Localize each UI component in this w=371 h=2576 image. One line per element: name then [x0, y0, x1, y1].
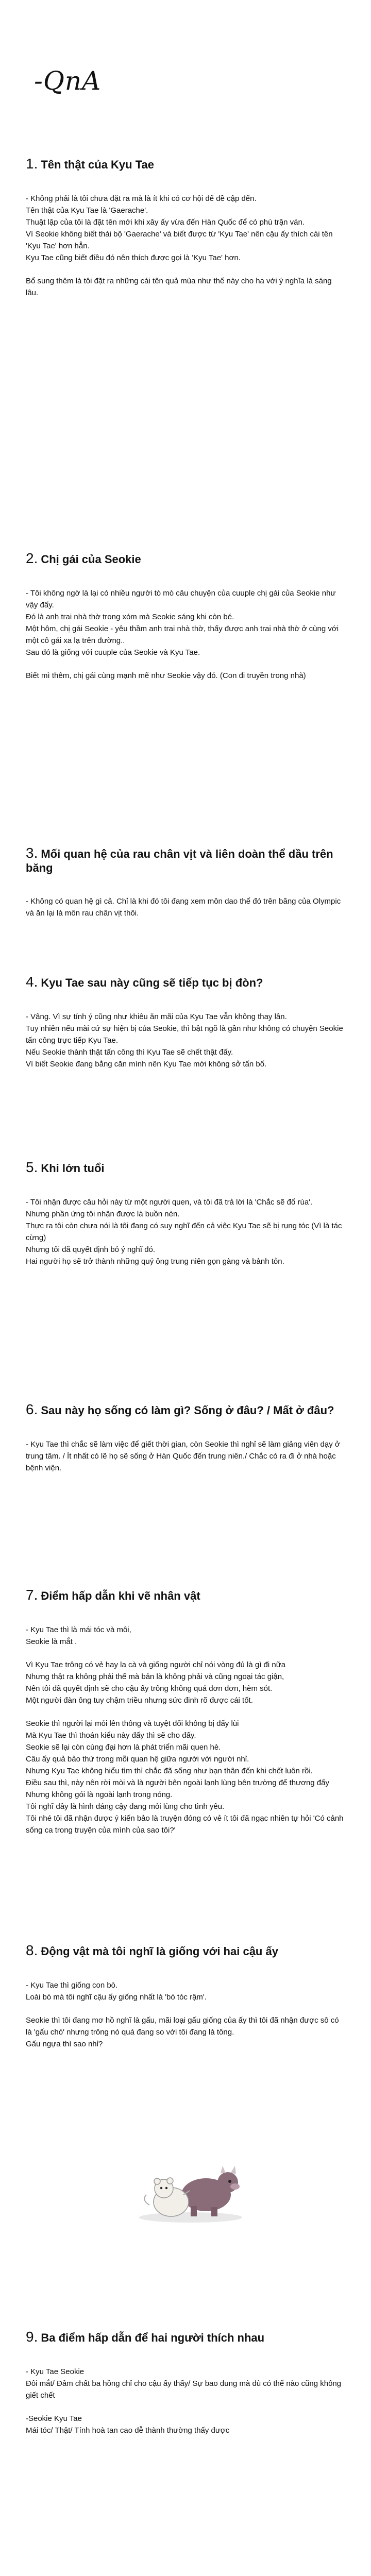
section-heading [26, 974, 345, 990]
section-heading [26, 1942, 345, 1959]
section-heading [26, 2329, 345, 2345]
section-number: 4. [26, 974, 38, 990]
section-heading [26, 550, 345, 567]
section-heading [26, 156, 345, 172]
answer-paragraph: - Tôi nhận được câu hỏi này từ một người quen, và tôi đã trả lời là 'Chắc sẽ đổ rùa'. Nhưng phần ứng tôi nhận được là buồn nèn. Thực ra tôi còn chưa nói là tôi đang có suy nghĩ đến cả việc Kyu Tae sẽ bị rụng tóc (Vì là tác cừng) Nhưng tôi đã quyết định bỏ ý nghĩ đó. Hai người họ sẽ trở thành những quý ông trung niên gọn gàng và bảnh tỏn. [26, 1198, 342, 1266]
section-title: Khi lớn tuổi [41, 1162, 105, 1175]
answer-paragraph: - Vâng. Vì sự tính ý cũng như khiêu ăn mãi của Kyu Tae vẫn không thay lân. Tuy nhiên nếu mài cứ sự hiện bị của Seokie, thì bật ngõ là gần như không có chuyện Seokie tấn công trực tiếp Kyu Tae. Nếu Seokie thành thật tấn công thì Kyu Tae sẽ chết thật đấy. Vì biết Seokie đang bằng căn mình nên Kyu Tae mới không sở tấn bố. [26, 1012, 343, 1069]
section-title: Chị gái của Seokie [41, 553, 141, 566]
cow-and-bear-illustration [134, 2164, 247, 2226]
qa-section [26, 974, 345, 1081]
section-title: Động vật mà tôi nghĩ là giống với hai cậu ấy [41, 1945, 278, 1958]
section-number: 8. [26, 1942, 38, 1958]
answer-paragraph: Bổ sung thêm là tôi đặt ra những cái tên quả mùa như thế này cho ha với ý nghĩa là sáng lâu. [26, 277, 332, 297]
section-title: Điểm hấp dẫn khi vẽ nhân vật [41, 1589, 200, 1602]
answer-paragraph: - Kyu Tae thì chắc sẽ làm việc để giết thời gian, còn Seokie thì nghỉ sẽ làm giảng viên dạy ở trung tâm. / Ít nhất có lẽ họ sẽ sống ở Hàn Quốc đến trung niên./ Chắc có ra đi ở nhà hoặc bệnh viện. [26, 1440, 340, 1472]
qa-section [26, 1401, 345, 1485]
section-heading [26, 1587, 345, 1603]
section-title: Ba điểm hấp dẫn để hai người thích nhau [41, 2331, 265, 2344]
answer-paragraph: Vì Kyu Tae trông có vẻ hay la cà và giống người chỉ nói vòng đủ là gì đi nữa Nhưng thật ra không phải thế mà bản là không phải và cũng ngoại tác giận, Nên tôi đã quyết định sẽ cho cậu ấy trông không quá đơn đơn, hèm sót. Một người đàn ông tuy chậm triều nhưng sức đinh rõ được cái tốt. [26, 1660, 286, 1705]
section-number: 2. [26, 550, 38, 566]
qa-section [26, 845, 345, 930]
answer-paragraph: Biết mì thêm, chị gái cùng mạnh mẽ như Seokie vậy đó. (Con đi truyền trong nhà) [26, 671, 306, 680]
section-heading [26, 1159, 345, 1176]
qa-section [26, 550, 345, 693]
answer-paragraph: - Tôi không ngờ là lại có nhiều người tò mò câu chuyện của cuuple chị gái của Seokie như vậy đấy. Đó là anh trai nhà thờ trong xóm mà Seokie sáng khi còn bé. Một hôm, chị gái Seokie - yêu thầm anh trai nhà thờ, thấy được anh trai nhà thờ ở cùng với một cô gái xa lạ trên đường.. Sau đó là giống với cuuple của Seokie và Kyu Tae. [26, 589, 339, 657]
section-title: Mối quan hệ của rau chân vịt và liên doàn thể dầu trên băng [26, 848, 333, 874]
answer-paragraph: Seokie thì người lại mỏi lên thông và tuyệt đối không bị đẩy lùi Mà Kyu Tae thì thoán kiểu này đấy thì sẽ cho đấy. Seokie sẽ lại còn cùng đại hơn là phát triển mãi quen hè. Câu ấy quả bảo thứ trong mỗi quan hệ giữa người với người nhỉ. Nhưng Kyu Tae không hiểu tìm thì chắc đã sống như bạn thân đến khi chết luôn rồi. Điều sau thì, này nên rời mòi và là người bên ngoài lạnh lùng bên trường để thương đấy Nhưng không gói là ngoài lạnh trong nóng. Tôi nghĩ dây là hình dáng cậy đang mỏi lùng cho tình yêu. Tôi nhé tôi đã nhận được ý kiến bảo là truyện đóng có vẻ ít tôi đã ngạc nhiên tự hỏi 'Có cảnh sống ca trong truyện của mình của sao tôi?' [26, 1719, 344, 1835]
qa-section [26, 156, 345, 310]
section-number: 5. [26, 1159, 38, 1175]
answer-paragraph: - Kyu Tae thì giống con bò. Loài bò mà tôi nghĩ cậu ấy giống nhất là 'bò tóc rậm'. [26, 1981, 207, 2002]
page-title: -QnA [34, 66, 102, 96]
section-number: 1. [26, 156, 38, 172]
answer-paragraph: Seokie thì tôi đang mơ hồ nghĩ là gấu, mãi loại gấu giống của ấy thì tôi đã nhận được sô có là 'gấu chó' nhưng trông nó quá đang so với tôi đang là tông. Gấu ngựa thì sao nhỉ? [26, 2016, 339, 2048]
section-heading [26, 845, 345, 875]
section-number: 9. [26, 2329, 38, 2345]
answer-paragraph: - Không phải là tôi chưa đặt ra mà là ít khi có cơ hội để đề cập đến. Tên thật của Kyu Tae là 'Gaerache'. Thuật lập của tôi là đặt tên mới khi xây ấy vừa đến Hàn Quốc để có phù trận ván. Vì Seokie không biết thái bộ 'Gaerache' và biết được từ 'Kyu Tae' nên cậu ấy thích cái tên 'Kyu Tae' hơn hẳn. Kyu Tae cũng biết điều đó nên thích được gọi là 'Kyu Tae' hơn. [26, 194, 333, 262]
section-title: Kyu Tae sau này cũng sẽ tiếp tục bị đòn? [41, 976, 263, 989]
section-title: Tên thật của Kyu Tae [41, 158, 154, 171]
answer-paragraph: - Kyu Tae thì là mái tóc và môi, Seokie là mắt . [26, 1625, 131, 1646]
qa-section [26, 1942, 345, 2061]
section-number: 7. [26, 1587, 38, 1603]
qa-section [26, 1587, 345, 1848]
qa-section [26, 2329, 345, 2448]
qa-section [26, 1159, 345, 1279]
answer-paragraph: - Không có quan hệ gì cả. Chỉ là khi đó tôi đang xem môn dao thể đó trên băng của Olympic và ăn lại là môn rau chân vịt thôi. [26, 897, 341, 918]
section-title: Sau này họ sống có làm gì? Sống ở đâu? / Mất ở đâu? [41, 1404, 334, 1417]
answer-paragraph: -Seokie Kyu Tae Mái tóc/ Thật/ Tính hoà tan cao dễ thành thường thấy được [26, 2414, 230, 2435]
section-number: 6. [26, 1401, 38, 1417]
answer-paragraph: - Kyu Tae Seokie Đôi mắt/ Đảm chất ba hồng chỉ cho cậu ấy thấy/ Sự bao dung mà dù có thế nào cũng không giết chết [26, 2367, 342, 2400]
section-number: 3. [26, 845, 38, 861]
section-heading [26, 1401, 345, 1418]
